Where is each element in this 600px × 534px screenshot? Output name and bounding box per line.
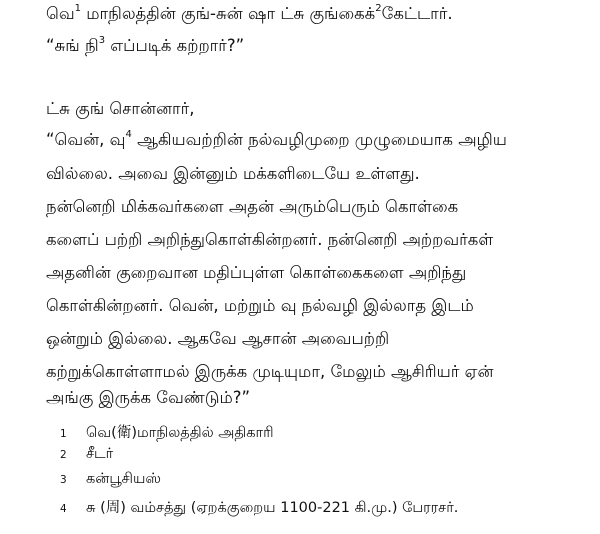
footnote-number: 2 xyxy=(60,449,67,461)
answer-line: ஒன்றும் இல்லை. ஆகவே ஆசான் அவைபற்றி xyxy=(46,329,390,348)
footnote-number: 4 xyxy=(60,503,67,515)
footnote-item xyxy=(60,446,113,464)
answer-line: கொள்கின்றனர். வென், மற்றும் வு நல்வழி இல்லாத இடம் xyxy=(46,296,474,315)
footnote-ref-3: 3 xyxy=(98,34,106,46)
answer-line: வில்லை. அவை இன்னும் மக்களிடையே உள்ளது. xyxy=(46,164,420,183)
footnote-number: 3 xyxy=(60,474,67,486)
footnote-text: சு (周) வம்சத்து (ஏறக்குறைய 1100-221 கி.மு.) பேரரசர். xyxy=(86,500,459,516)
text-segment: “சுங் நி xyxy=(46,36,99,55)
answer-line: அதனின் குறைவான மதிப்புள்ள கொள்கைகளை அறிந்து xyxy=(46,263,467,282)
footnote-text: கன்பூசியஸ் xyxy=(86,471,161,487)
footnote-item xyxy=(60,471,161,489)
answer-line: நன்னெறி மிக்கவர்களை அதன் அரும்பெரும் கொள்கை xyxy=(46,197,459,216)
footnote-text: சீடர் xyxy=(86,446,114,462)
footnote-ref-2: 2 xyxy=(375,2,382,14)
text-segment: “வென், வு xyxy=(46,130,126,149)
question-line-1 xyxy=(46,4,453,26)
text-segment: வெ xyxy=(46,4,75,23)
question-line-2 xyxy=(46,36,244,58)
footnote-ref-4: 4 xyxy=(125,128,132,140)
footnote-number: 1 xyxy=(60,428,67,440)
footnote-text: வெ(衛)மாநிலத்தில் அதிகாரி xyxy=(86,425,274,441)
answer-line: அங்கு இருக்க வேண்டும்?” xyxy=(46,388,251,407)
speaker-line: ட்சு குங் சொன்னார், xyxy=(46,99,195,118)
answer-line: கற்றுக்கொள்ளாமல் இருக்க முடியுமா, மேலும் ஆசிரியர் ஏன் xyxy=(46,362,494,381)
answer-line: களைப் பற்றி அறிந்துகொள்கின்றனர். நன்னெறி அற்றவர்கள் xyxy=(46,230,494,249)
text-segment: மாநிலத்தின் குங்-சுன் ஷா ட்சு குங்கைக் xyxy=(81,4,376,23)
footnote-item xyxy=(60,496,458,518)
text-segment: எப்படிக் கற்றார்?” xyxy=(105,36,245,55)
footnote-ref-1: 1 xyxy=(74,2,82,14)
text-segment: கேட்டார். xyxy=(381,4,453,23)
text-segment: ஆகியவற்றின் நல்வழிமுறை முழுமையாக அழிய xyxy=(131,130,507,149)
footnote-item xyxy=(60,421,274,443)
answer-line-1 xyxy=(46,130,507,152)
